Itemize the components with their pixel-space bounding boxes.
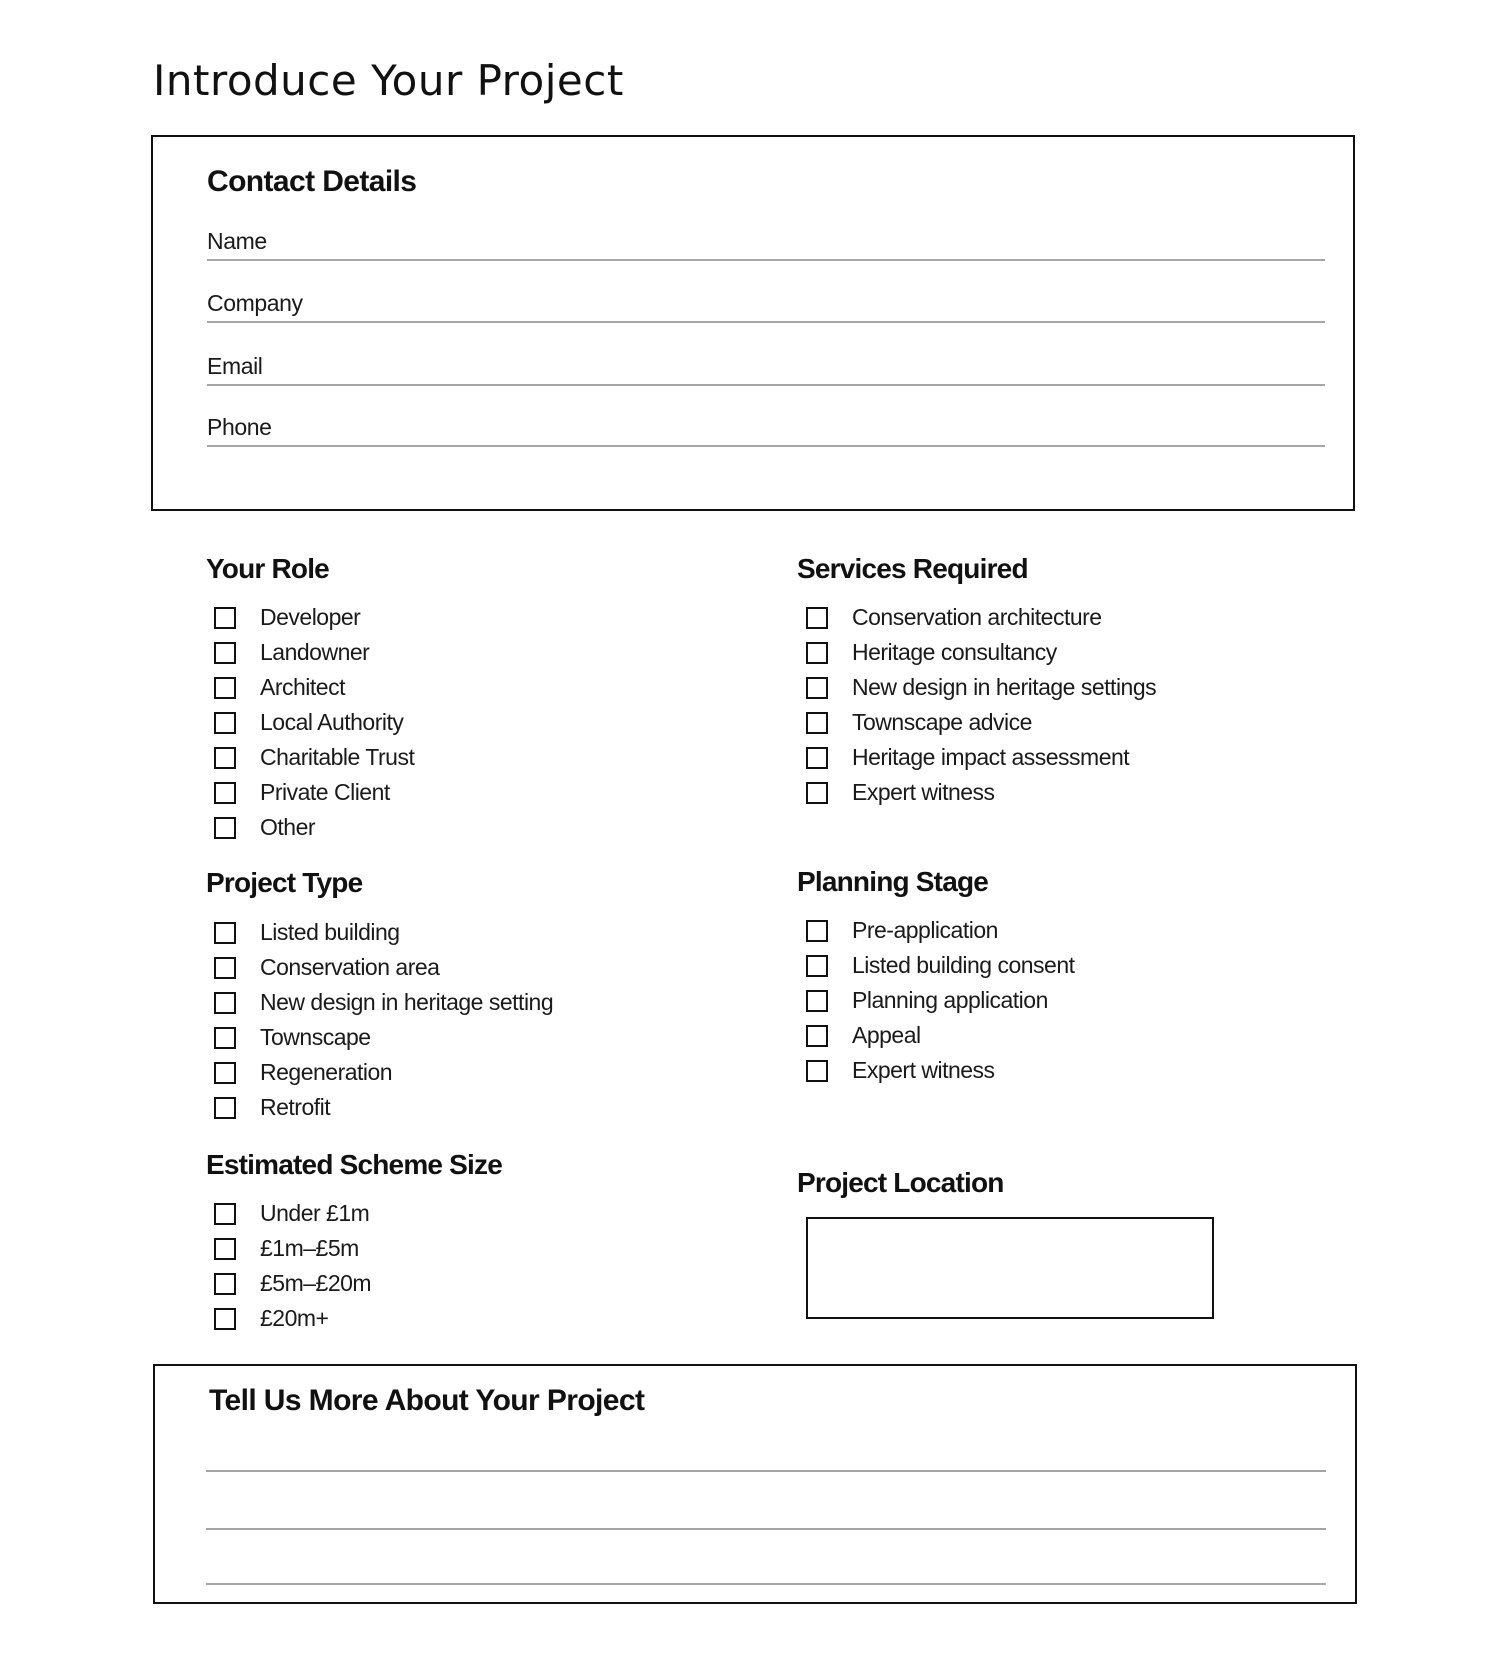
type-option-regeneration[interactable]: Regeneration — [204, 1055, 553, 1090]
size-option-1m-5m[interactable]: £1m–£5m — [204, 1231, 371, 1266]
project-type-options — [204, 915, 553, 1125]
checkbox[interactable] — [806, 1060, 828, 1082]
checkbox[interactable] — [214, 1308, 236, 1330]
checkbox[interactable] — [806, 677, 828, 699]
type-option-retrofit[interactable]: Retrofit — [204, 1090, 553, 1125]
project-location-heading: Project Location — [797, 1167, 1004, 1198]
checkbox[interactable] — [214, 1203, 236, 1225]
email-label: Email — [207, 353, 263, 379]
scheme-size-heading: Estimated Scheme Size — [206, 1149, 502, 1180]
stage-option-appeal[interactable]: Appeal — [796, 1018, 1075, 1053]
page-title: Introduce Your Project — [153, 56, 624, 105]
service-option-expert-witness[interactable]: Expert witness — [796, 775, 1156, 810]
project-type-heading: Project Type — [206, 867, 363, 898]
checkbox[interactable] — [214, 747, 236, 769]
checkbox[interactable] — [214, 922, 236, 944]
checkbox[interactable] — [214, 1062, 236, 1084]
role-option-other[interactable]: Other — [204, 810, 414, 845]
checkbox[interactable] — [806, 642, 828, 664]
phone-field[interactable] — [207, 401, 1325, 447]
role-option-local-authority[interactable]: Local Authority — [204, 705, 414, 740]
checkbox[interactable] — [214, 992, 236, 1014]
stage-option-planning-application[interactable]: Planning application — [796, 983, 1075, 1018]
checkbox[interactable] — [214, 677, 236, 699]
checkbox[interactable] — [214, 957, 236, 979]
checkbox[interactable] — [806, 747, 828, 769]
type-option-conservation-area[interactable]: Conservation area — [204, 950, 553, 985]
checkbox[interactable] — [806, 782, 828, 804]
company-field[interactable] — [207, 277, 1325, 323]
checkbox[interactable] — [214, 1238, 236, 1260]
stage-option-listed-building-consent[interactable]: Listed building consent — [796, 948, 1075, 983]
tell-us-more-box — [153, 1364, 1357, 1604]
role-option-landowner[interactable]: Landowner — [204, 635, 414, 670]
services-required-options — [796, 600, 1156, 810]
role-option-developer[interactable]: Developer — [204, 600, 414, 635]
contact-details-heading: Contact Details — [207, 165, 417, 198]
checkbox[interactable] — [214, 1097, 236, 1119]
writing-line[interactable] — [206, 1528, 1326, 1530]
type-option-listed-building[interactable]: Listed building — [204, 915, 553, 950]
role-option-architect[interactable]: Architect — [204, 670, 414, 705]
service-option-new-design[interactable]: New design in heritage settings — [796, 670, 1156, 705]
role-option-private-client[interactable]: Private Client — [204, 775, 414, 810]
type-option-townscape[interactable]: Townscape — [204, 1020, 553, 1055]
checkbox[interactable] — [806, 1025, 828, 1047]
planning-stage-options — [796, 913, 1075, 1088]
scheme-size-options — [204, 1196, 371, 1336]
your-role-heading: Your Role — [206, 553, 329, 584]
checkbox[interactable] — [806, 712, 828, 734]
service-option-heritage-consultancy[interactable]: Heritage consultancy — [796, 635, 1156, 670]
writing-line[interactable] — [206, 1470, 1326, 1472]
checkbox[interactable] — [806, 990, 828, 1012]
checkbox[interactable] — [806, 920, 828, 942]
checkbox[interactable] — [806, 607, 828, 629]
checkbox[interactable] — [214, 782, 236, 804]
checkbox[interactable] — [806, 955, 828, 977]
service-option-heritage-impact[interactable]: Heritage impact assessment — [796, 740, 1156, 775]
checkbox[interactable] — [214, 1273, 236, 1295]
writing-line[interactable] — [206, 1583, 1326, 1585]
size-option-5m-20m[interactable]: £5m–£20m — [204, 1266, 371, 1301]
type-option-new-design[interactable]: New design in heritage setting — [204, 985, 553, 1020]
checkbox[interactable] — [214, 817, 236, 839]
stage-option-pre-application[interactable]: Pre-application — [796, 913, 1075, 948]
services-required-heading: Services Required — [797, 553, 1028, 584]
project-location-input[interactable] — [806, 1217, 1214, 1319]
checkbox[interactable] — [214, 712, 236, 734]
checkbox[interactable] — [214, 642, 236, 664]
checkbox[interactable] — [214, 1027, 236, 1049]
name-label: Name — [207, 228, 267, 254]
tell-us-more-heading: Tell Us More About Your Project — [209, 1384, 645, 1417]
stage-option-expert-witness[interactable]: Expert witness — [796, 1053, 1075, 1088]
email-field[interactable] — [207, 340, 1325, 386]
contact-details-box — [151, 135, 1355, 511]
planning-stage-heading: Planning Stage — [797, 866, 989, 897]
size-option-20m-plus[interactable]: £20m+ — [204, 1301, 371, 1336]
service-option-conservation-architecture[interactable]: Conservation architecture — [796, 600, 1156, 635]
phone-label: Phone — [207, 414, 272, 440]
checkbox[interactable] — [214, 607, 236, 629]
company-label: Company — [207, 290, 303, 316]
service-option-townscape-advice[interactable]: Townscape advice — [796, 705, 1156, 740]
your-role-options — [204, 600, 414, 845]
role-option-charitable-trust[interactable]: Charitable Trust — [204, 740, 414, 775]
name-field[interactable] — [207, 215, 1325, 261]
size-option-under-1m[interactable]: Under £1m — [204, 1196, 371, 1231]
